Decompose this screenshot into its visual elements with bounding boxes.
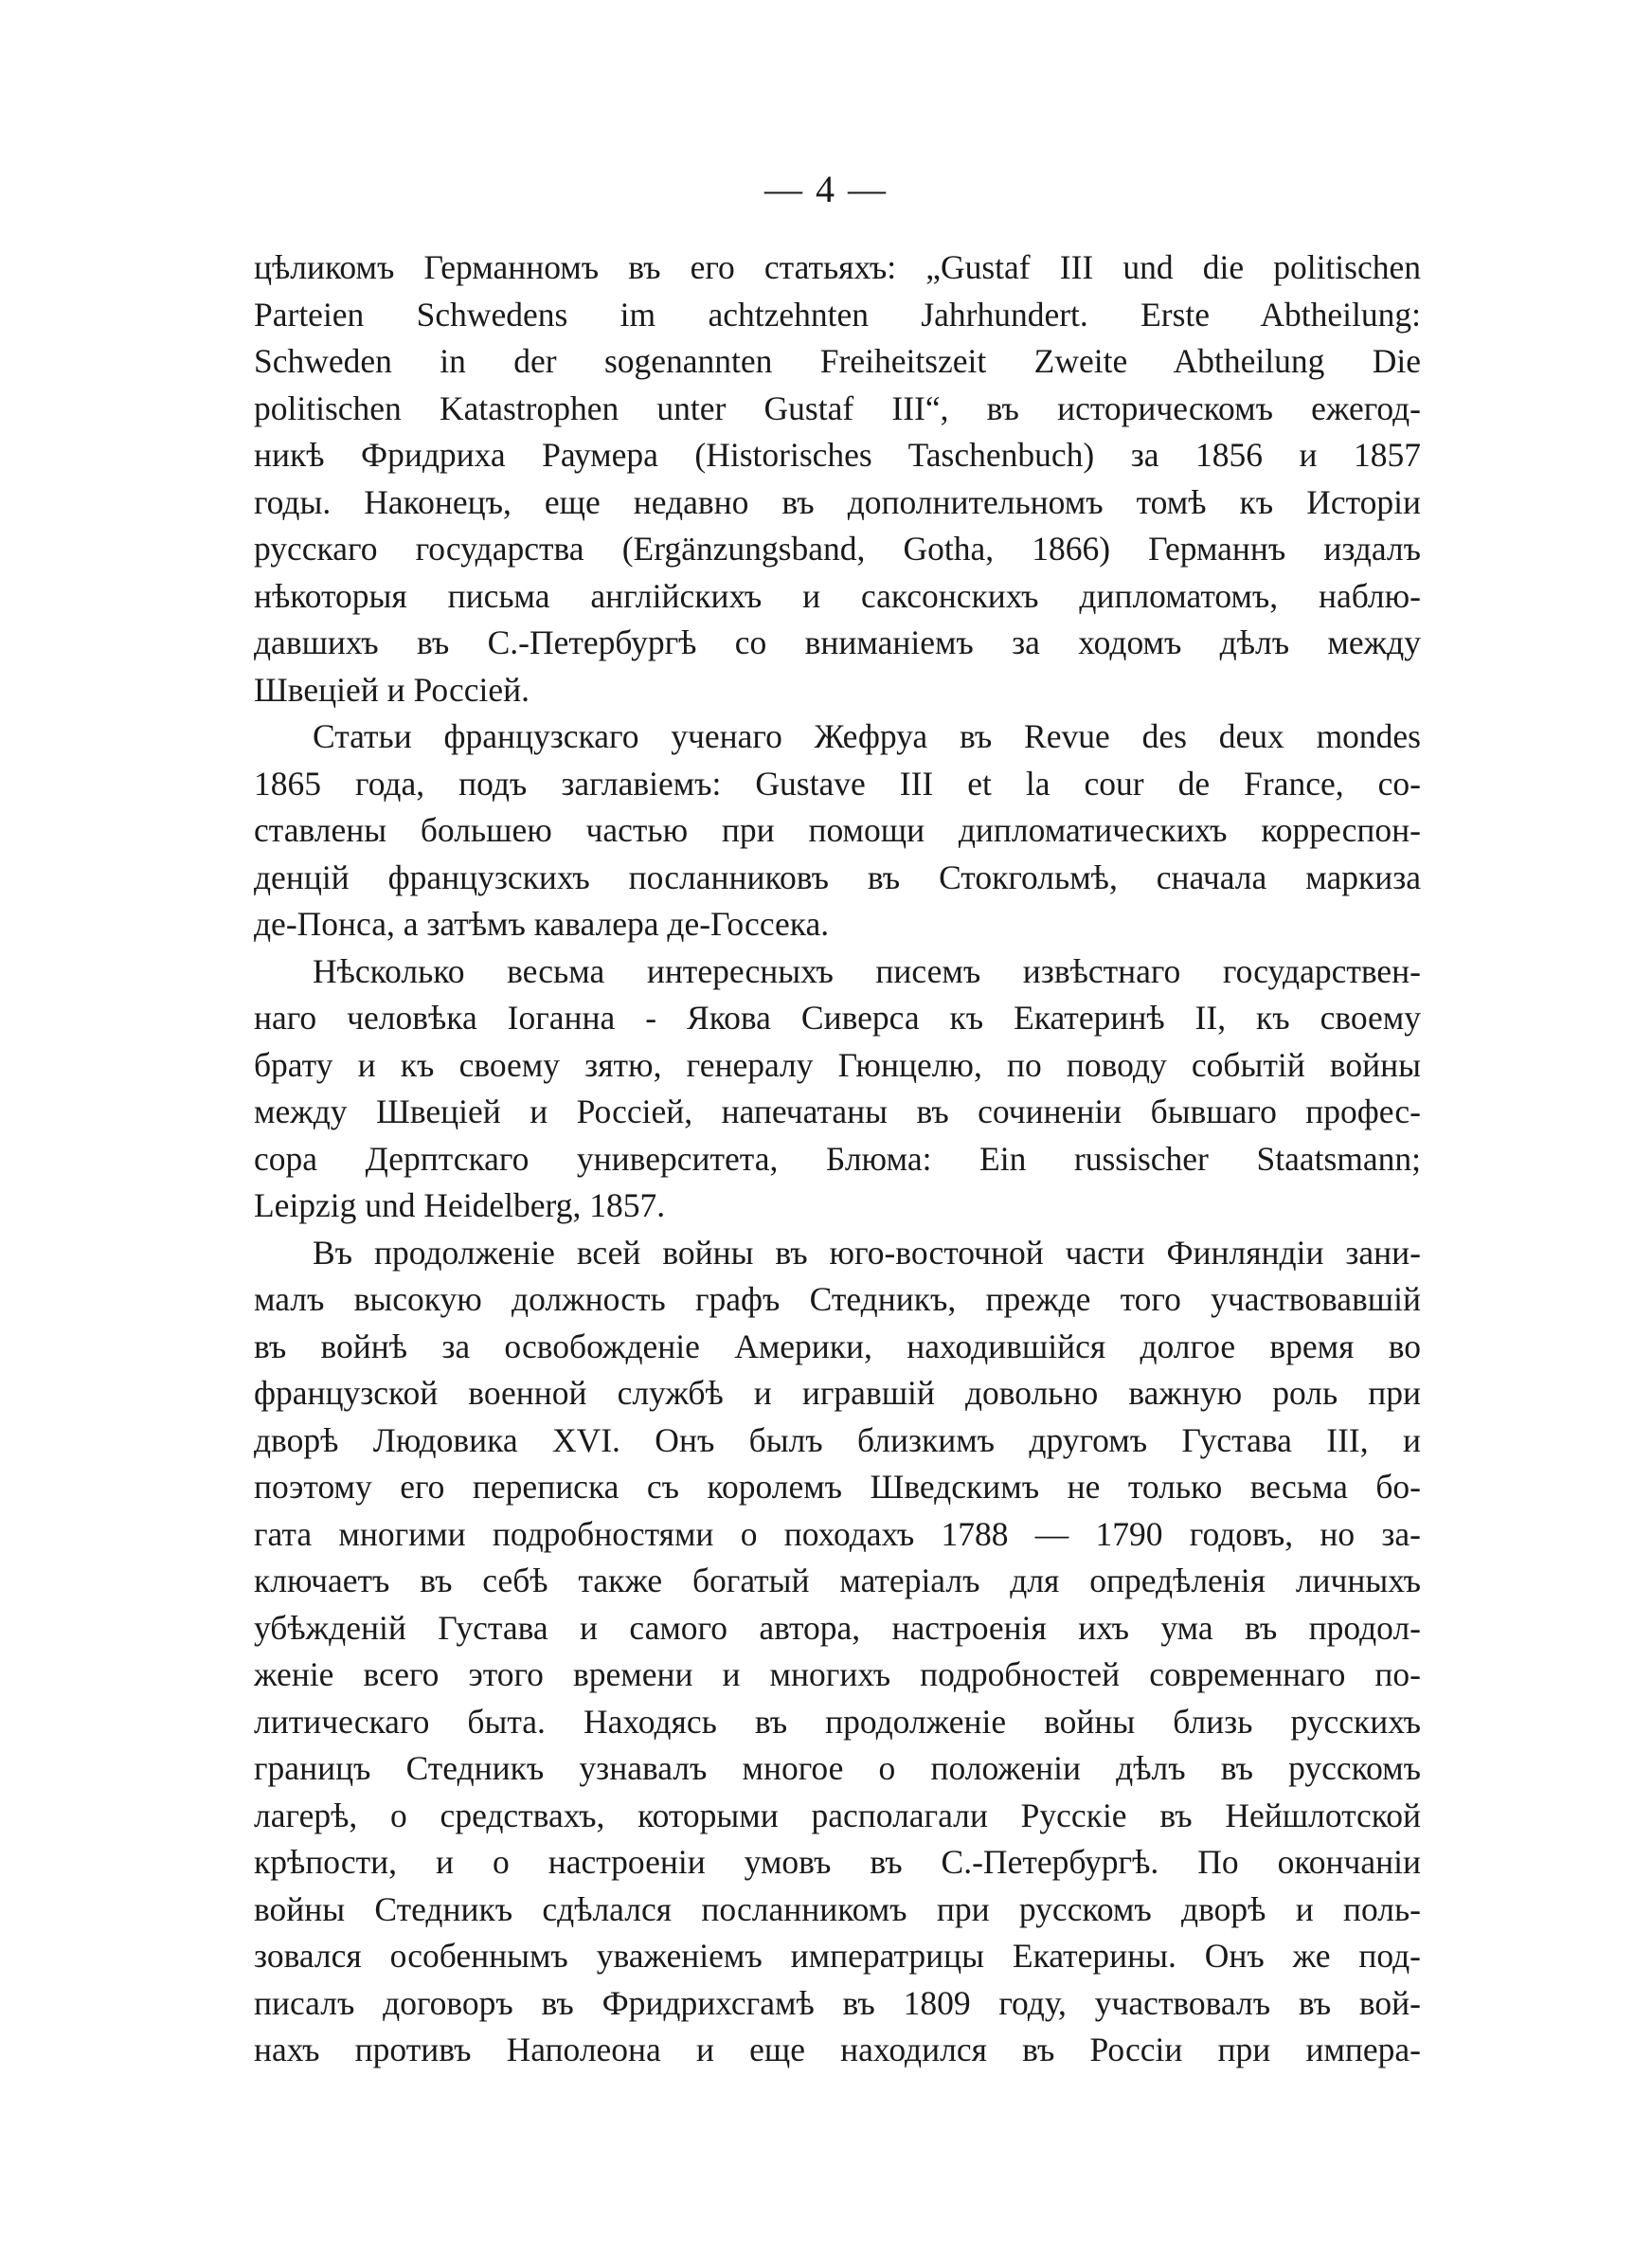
text-line: давшихъ въ С.-Петербургѣ со вниманіемъ за ходомъ дѣлъ между [254,623,1421,661]
text-line: войны Стедникъ сдѣлался посланникомъ при русскомъ дворѣ и поль- [254,1889,1421,1928]
paragraph-1 [254,244,1421,713]
text-line: дворѣ Людовика XVI. Онъ былъ близкимъ другомъ Густава III, и [254,1420,1421,1459]
text-line: цѣликомъ Германномъ въ его статьяхъ: „Gustaf III und die politischen [254,248,1421,286]
text-line: лагерѣ, о средствахъ, которыми располагали Русскіе въ Нейшлотской [254,1796,1421,1834]
text-line: 1865 года, подъ заглавіемъ: Gustave III et la cour de France, со- [254,764,1421,803]
page-number: — 4 — [764,168,888,210]
body-text [254,244,1421,2074]
text-line: брату и къ своему зятю, генералу Гюнцелю, по поводу событій войны [254,1045,1421,1084]
text-line: Швеціей и Россіей. [254,670,530,709]
text-line: Нѣсколько весьма интересныхъ писемъ извѣстнаго государствен- [313,951,1421,990]
text-line: Статьи французскаго ученаго Жефруа въ Revue des deux mondes [313,717,1421,755]
text-line: годы. Наконецъ, еще недавно въ дополнительномъ томѣ къ Исторіи [254,482,1421,521]
text-line: женіе всего этого времени и многихъ подробностей современнаго по- [254,1655,1421,1693]
text-line: Въ продолженіе всей войны въ юго-восточной части Финляндіи зани- [313,1233,1421,1272]
text-line: нахъ противъ Наполеона и еще находился въ Россіи при импера- [254,2031,1421,2068]
text-line: нѣкоторыя письма англійскихъ и саксонскихъ дипломатомъ, наблю- [254,576,1421,615]
text-line: politischen Katastrophen unter Gustaf III“, въ историческомъ ежегод- [254,388,1421,427]
text-line: малъ высокую должность графъ Стедникъ, прежде того участвовавшій [254,1280,1421,1318]
text-line: убѣжденій Густава и самого автора, настроенія ихъ ума въ продол- [254,1608,1421,1647]
text-line: французской военной службѣ и игравшій довольно важную роль при [254,1374,1421,1412]
text-line: Parteien Schwedens im achtzehnten Jahrhundert. Erste Abtheilung: [254,295,1421,334]
text-line: крѣпости, и о настроеніи умовъ въ С.-Петербургѣ. По окончаніи [254,1843,1421,1881]
paragraph-4 [254,1230,1421,2074]
paragraph-2 [254,713,1421,948]
text-line: де-Понса, а затѣмъ кавалера де-Госсека. [254,905,830,943]
text-line: гата многими подробностями о походахъ 1788 — 1790 годовъ, но за- [254,1514,1421,1553]
text-line: границъ Стедникъ узнавалъ многое о положеніи дѣлъ въ русскомъ [254,1749,1421,1787]
text-line: ставлены большею частью при помощи дипломатическихъ корреспон- [254,811,1421,849]
paragraph-3 [254,948,1421,1230]
text-line: литическаго быта. Находясь въ продолженіе войны близь русскихъ [254,1702,1421,1741]
text-line: сора Дерптскаго университета, Блюма: Ein russischer Staatsmann; [254,1139,1421,1178]
text-line: наго человѣка Іоганна - Якова Сиверса къ Екатеринѣ II, къ своему [254,999,1421,1037]
text-line: зовался особеннымъ уваженіемъ императрицы Екатерины. Онъ же под- [254,1937,1421,1975]
text-line: въ войнѣ за освобожденіе Америки, находившійся долгое время во [254,1327,1421,1365]
text-line: Schweden in der sogenannten Freiheitszeit Zweite Abtheilung Die [254,342,1421,380]
text-line: никѣ Фридриха Раумера (Historisches Taschenbuch) за 1856 и 1857 [254,436,1421,474]
text-line: денцій французскихъ посланниковъ въ Стокгольмѣ, сначала маркиза [254,858,1421,896]
text-line: поэтому его переписка съ королемъ Шведскимъ не только весьма бо- [254,1468,1421,1506]
text-line: писалъ договоръ въ Фридрихсгамѣ въ 1809 году, участвовалъ въ вой- [254,1983,1421,2022]
text-line: русскаго государства (Ergänzungsband, Gotha, 1866) Германнъ издалъ [254,530,1421,568]
text-line: ключаетъ въ себѣ также богатый матеріалъ для опредѣленія личныхъ [254,1562,1421,1599]
text-line: Leipzig und Heidelberg, 1857. [254,1186,666,1224]
text-line: между Швеціей и Россіей, напечатаны въ сочиненіи бывшаго профес- [254,1092,1421,1130]
